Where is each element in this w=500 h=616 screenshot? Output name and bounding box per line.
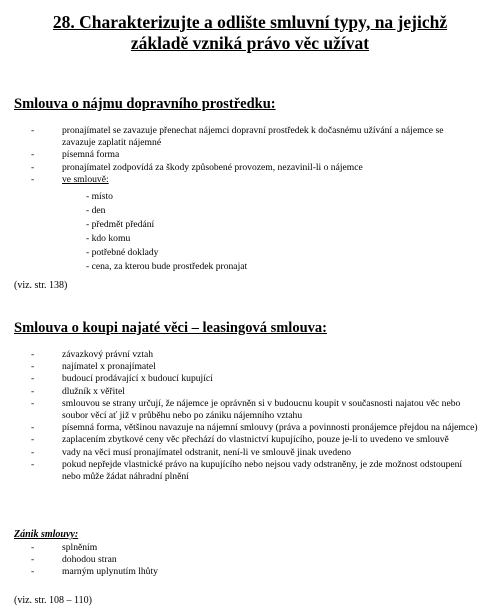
page-title-line-2: základě vzniká právo věc užívat [130, 33, 370, 53]
bullet-dash: - [31, 458, 35, 470]
termination-heading: Zánik smlouvy: [14, 529, 79, 540]
list-item [0, 566, 500, 578]
list-item [0, 542, 500, 554]
bullet-dash: - [31, 422, 35, 434]
leasing-contract-list [0, 349, 500, 483]
bullet-dash: - [31, 125, 35, 136]
bullet-dash: - [31, 542, 35, 553]
list-item [0, 447, 500, 459]
list-item-text: pronajímatel se zavazuje přenechat nájemci dopravní prostředek k dočasnému užívání a nájemce se zavazuje zaplatit nájemné [62, 125, 444, 149]
sublist-item: - potřebné doklady [86, 247, 159, 258]
list-item-text: marným uplynutím lhůty [62, 566, 158, 578]
bullet-dash: - [31, 385, 35, 397]
list-item [0, 554, 500, 566]
list-item [0, 434, 500, 446]
bullet-dash: - [31, 434, 35, 446]
list-item-text: dlužník x věřitel [62, 385, 125, 397]
page-title-line-1: 28. Charakterizujte a odlište smluvní typy, na jejichž [52, 12, 448, 32]
list-item-text: závazkový právní vztah [62, 349, 154, 360]
list-item-text: ve smlouvě: [62, 173, 109, 185]
list-item [0, 125, 500, 149]
list-item-text: zaplacením zbytkové ceny věc přechází do vlastnictví kupujícího, pouze je-li to uvedeno ve smlouvě [62, 434, 449, 446]
bullet-dash: - [31, 149, 35, 161]
list-item-text: pronajímatel zodpovídá za škody způsobené provozem, nezavinil-li o nájemce [62, 161, 363, 173]
list-item [0, 398, 500, 422]
list-item-text: písemná forma [62, 149, 120, 161]
sublist-item: - místo [86, 191, 113, 202]
sublist-item: - předmět předání [86, 219, 155, 230]
lease-vehicle-list [0, 125, 500, 186]
list-item [0, 422, 500, 434]
list-item-text: vady na věci musí pronajímatel odstranit, není-li ve smlouvě jinak uvedeno [62, 446, 352, 458]
list-item [0, 361, 500, 373]
sublist-item: - cena, za kterou bude prostředek pronajat [86, 261, 248, 272]
sublist-item: - den [86, 205, 106, 216]
list-item [0, 349, 500, 361]
page-reference: (viz. str. 108 – 110) [14, 595, 92, 606]
bullet-dash: - [31, 361, 35, 373]
sublist-item: - kdo komu [86, 233, 131, 244]
page-reference: (viz. str. 138) [14, 280, 68, 291]
list-item [0, 386, 500, 398]
section-heading-lease-of-vehicle: Smlouva o nájmu dopravního prostředku: [14, 96, 276, 112]
termination-list [0, 542, 500, 579]
bullet-dash: - [31, 173, 35, 185]
bullet-dash: - [31, 161, 35, 173]
list-item-text: smlouvou se strany určují, že nájemce je oprávněn si v budoucnu koupit v současnosti najatou věc nebo soubor věcí ať již v průběhu nebo po zániku nájemního vztahu [62, 397, 461, 422]
list-item [0, 373, 500, 385]
list-item-text: budoucí prodávající x budoucí kupující [62, 373, 213, 385]
section-heading-leasing-contract: Smlouva o koupi najaté věci – leasingová smlouva: [14, 320, 327, 336]
list-item-text: písemná forma, většinou navazuje na nájemní smlouvy (práva a povinnosti pronájemce přejdou na nájemce) [62, 422, 478, 434]
list-item [0, 149, 500, 161]
bullet-dash: - [31, 397, 35, 409]
list-item-text: splněním [62, 542, 98, 553]
list-item [0, 162, 500, 174]
bullet-dash: - [31, 446, 35, 458]
bullet-dash: - [31, 566, 35, 578]
bullet-dash: - [31, 554, 35, 566]
bullet-dash: - [31, 349, 35, 360]
list-item-text: pokud nepřejde vlastnické právo na kupujícího nebo nejsou vady odstraněny, je zde možnost odstoupení nebo může žádat náhradní plnění [62, 458, 463, 483]
list-item [0, 174, 500, 186]
bullet-dash: - [31, 373, 35, 385]
contract-contents-sublist [86, 190, 247, 274]
list-item-text: najímatel x pronajímatel [62, 361, 156, 373]
list-item [0, 459, 500, 483]
list-item-text: dohodou stran [62, 554, 117, 566]
